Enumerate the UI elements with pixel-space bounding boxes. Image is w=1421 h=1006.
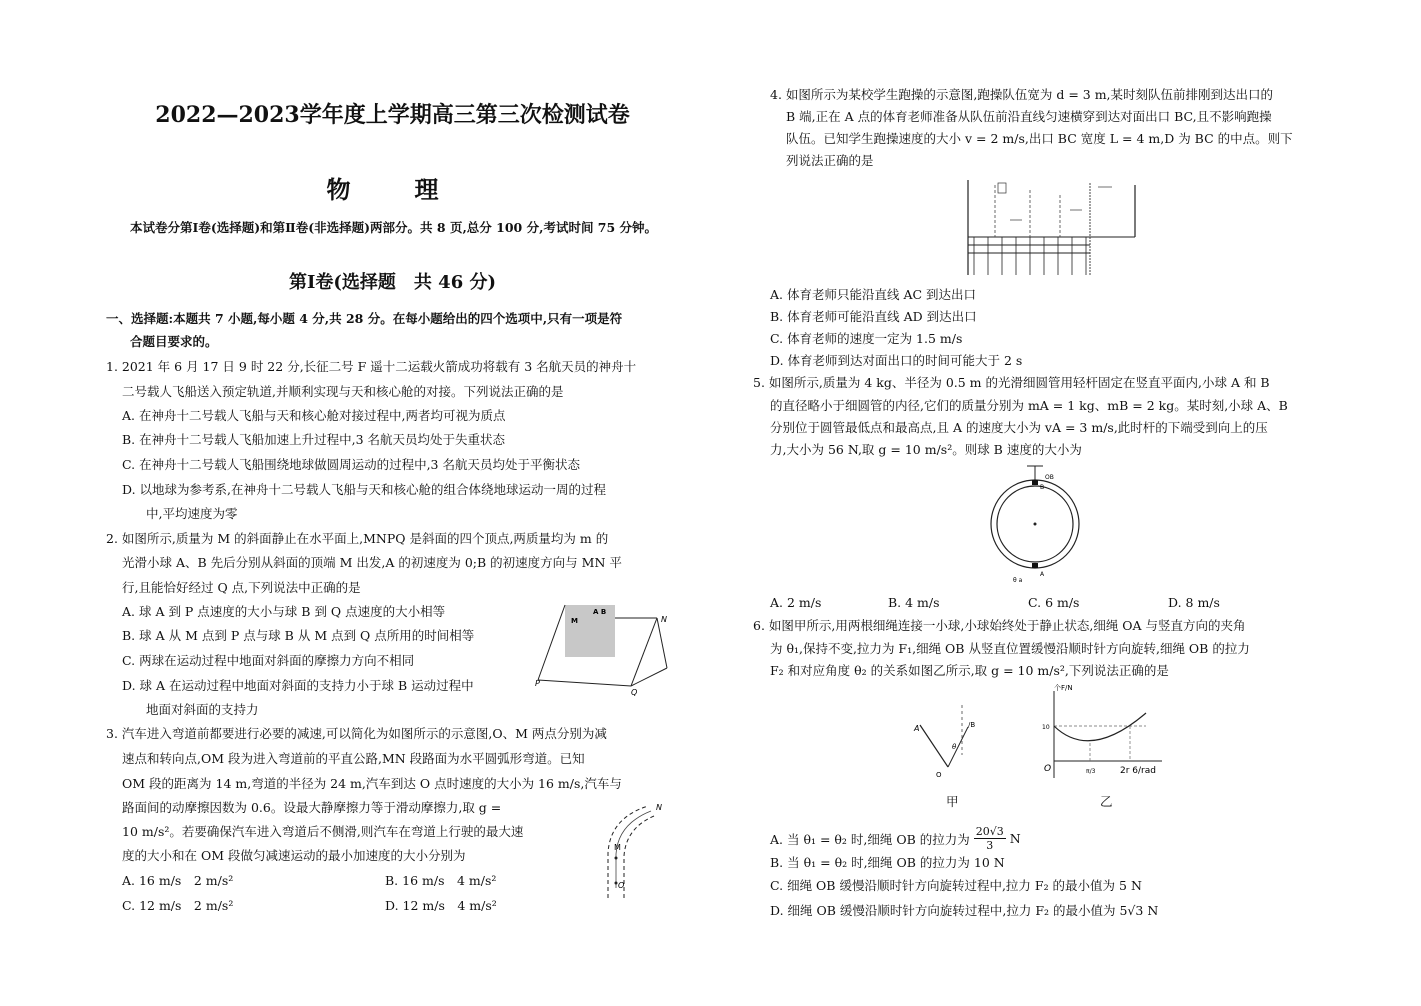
q3-option-a[interactable]: A. 16 m/s 2 m/s² (122, 873, 234, 888)
q2-stem-line2: 光滑小球 A、B 先后分别从斜面的顶端 M 出发,A 的初速度为 0;B 的初速度方向与 MN 平 (122, 555, 622, 570)
road-point-m (615, 857, 618, 860)
ring-figure (985, 462, 1085, 587)
q2-stem-line3: 行,且能恰好经过 Q 点,下列说法中正确的是 (122, 580, 361, 595)
road-centerline (616, 811, 651, 888)
ball-b (1032, 480, 1038, 485)
q3-stem-line2: 速点和转向点,OM 段为进入弯道前的平直公路,MN 段路面为水平圆弧形弯道。已知 (122, 751, 585, 766)
rope-label-theta: θ (952, 743, 957, 751)
incline-label-m: M (571, 617, 578, 625)
incline-label-n: N (661, 615, 667, 624)
q5-option-c[interactable]: C. 6 m/s (1028, 595, 1080, 610)
section-heading (106, 307, 678, 353)
incline-shaded-face (565, 605, 615, 657)
graph-x-label: 2r 6/rad (1120, 766, 1156, 776)
road-figure (598, 798, 673, 908)
exam-title: 2022—2023学年度上学期高三第三次检测试卷 (155, 102, 630, 128)
graph-y-label: 个F/N (1054, 684, 1073, 692)
incline-label-q: Q (631, 688, 638, 697)
q6-stem-line3: F₂ 和对应角度 θ₂ 的关系如图乙所示,取 g = 10 m/s²,下列说法正确的是 (770, 663, 1169, 678)
graph-tick-pi3: π/3 (1086, 768, 1096, 775)
incline-back-edge (657, 618, 667, 668)
ring-label-b: B (1040, 484, 1045, 491)
graph-origin: O (1044, 764, 1052, 774)
q1-option-d-line1[interactable]: D. 以地球为参考系,在神舟十二号载人飞船与天和核心舱的组合体绕地球运动一周的过程 (122, 482, 606, 497)
q6-option-a-fraction (974, 825, 1006, 852)
subject-title: 物 理 (326, 175, 459, 204)
q3-stem-line3: OM 段的距离为 14 m,弯道的半径为 24 m,汽车到达 O 点时速度的大小为 16 m/s,汽车与 (122, 776, 622, 791)
q6-option-c[interactable]: C. 细绳 OB 缓慢沿顺时针方向旋转过程中,拉力 F₂ 的最小值为 5 N (770, 878, 1142, 893)
q2-option-d-line2: 地面对斜面的支持力 (146, 702, 259, 717)
q5-option-d[interactable]: D. 8 m/s (1168, 595, 1220, 610)
road-label-n: N (656, 803, 662, 812)
symbol-box (998, 183, 1006, 193)
q1-option-a[interactable]: A. 在神舟十二号载人飞船与天和核心舱对接过程中,两者均可视为质点 (122, 408, 506, 423)
q5-stem-line2: 的直径略小于细圆管的内径,它们的质量分别为 mA = 1 kg、mB = 2 kg。某时刻,小球 A、B (770, 398, 1288, 413)
incline-label-ab: A B (593, 608, 607, 616)
road-label-o: O (618, 881, 625, 890)
rope-oa (920, 725, 948, 767)
q2-stem-line1: 2. 如图所示,质量为 M 的斜面静止在水平面上,MNPQ 是斜面的四个顶点,两质量均为 m 的 (106, 531, 609, 546)
incline-label-p: P (535, 679, 540, 688)
q1-option-c[interactable]: C. 在神舟十二号载人飞船围绕地球做圆周运动的过程中,3 名航天员均处于平衡状态 (122, 457, 580, 472)
q2-option-b[interactable]: B. 球 A 从 M 点到 P 点与球 B 从 M 点到 Q 点所用的时间相等 (122, 628, 475, 643)
q3-stem-line5: 10 m/s²。若要确保汽车进入弯道后不侧滑,则汽车在弯道上行驶的最大速 (122, 824, 524, 839)
ring-label-a: A (1040, 571, 1045, 578)
graph-tick-10: 10 (1042, 724, 1050, 731)
q1-stem-line1: 1. 2021 年 6 月 17 日 9 时 22 分,长征二号 F 遥十二运载火箭成功将载有 3 名航天员的神舟十 (106, 359, 637, 374)
fraction-numerator: 20√3 (975, 825, 1004, 838)
ball-a (1032, 563, 1038, 568)
q5-option-b[interactable]: B. 4 m/s (888, 595, 940, 610)
q6-option-a[interactable] (770, 825, 1021, 852)
rope-label-a: A (914, 724, 920, 733)
incline-edge-pq (538, 680, 631, 686)
figure-caption-yi: 乙 (1100, 794, 1113, 809)
part1-title: 第Ⅰ卷(选择题 共 46 分) (288, 272, 497, 293)
section-heading-line1: 一、选择题:本题共 7 小题,每小题 4 分,共 28 分。在每小题给出的四个选项中,只有一项是符 (106, 311, 623, 326)
q4-option-c[interactable]: C. 体育老师的速度一定为 1.5 m/s (770, 331, 963, 346)
incline-edge-mp (538, 605, 565, 680)
q4-option-b[interactable]: B. 体育老师可能沿直线 AD 到达出口 (770, 309, 977, 324)
q6-stem-line2: 为 θ₁,保持不变,拉力为 F₁,细绳 OB 从竖直位置缓慢沿顺时针方向旋转,细绳 OB 的拉力 (770, 641, 1250, 656)
q4-option-d[interactable]: D. 体育老师到达对面出口的时间可能大于 2 s (770, 353, 1023, 368)
q4-stem-line2: B 端,正在 A 点的体育老师准备从队伍前沿直线匀速横穿到达对面出口 BC,且不影响跑操 (786, 109, 1272, 124)
incline-figure (535, 600, 685, 700)
incline-edge-qn (631, 618, 657, 686)
ring-center (1034, 523, 1037, 526)
q5-option-a[interactable]: A. 2 m/s (770, 595, 822, 610)
q6-option-a-text: A. 当 θ₁ = θ₂ 时,细绳 OB 的拉力为 (770, 831, 970, 847)
q1-stem-line2: 二号载人飞船送入预定轨道,并顺利实现与天和核心舱的对接。下列说法正确的是 (122, 384, 564, 399)
q4-stem-line4: 列说法正确的是 (786, 153, 874, 168)
figure-caption-jia: 甲 (946, 794, 959, 809)
q6-option-a-unit: N (1009, 831, 1021, 846)
q4-stem-line3: 队伍。已知学生跑操速度的大小 v = 2 m/s,出口 BC 宽度 L = 4 m,D 为 BC 的中点。则下 (786, 131, 1293, 146)
q6-stem-line1: 6. 如图甲所示,用两根细绳连接一小球,小球始终处于静止状态,细绳 OA 与竖直方向的夹角 (753, 618, 1246, 633)
q6-option-b[interactable]: B. 当 θ₁ = θ₂ 时,细绳 OB 的拉力为 10 N (770, 855, 1005, 870)
ring-label-bottom: θ a (1013, 577, 1023, 584)
q1-option-d-line2: 中,平均速度为零 (146, 506, 238, 521)
q4-stem-line1: 4. 如图所示为某校学生跑操的示意图,跑操队伍宽为 d = 3 m,某时刻队伍前排刚到达出口的 (770, 87, 1274, 102)
force-angle-graph (1040, 683, 1170, 788)
q3-option-d[interactable]: D. 12 m/s 4 m/s² (385, 898, 497, 913)
rope-figure-jia (910, 685, 990, 785)
q3-option-c[interactable]: C. 12 m/s 2 m/s² (122, 898, 234, 913)
running-formation-figure (940, 175, 1145, 280)
q5-stem-line1: 5. 如图所示,质量为 4 kg、半径为 0.5 m 的光滑细圆管用轻杆固定在竖直平面内,小球 A 和 B (753, 375, 1270, 390)
road-point-o (615, 882, 618, 885)
rope-label-b: /B (968, 721, 976, 729)
q4-option-a[interactable]: A. 体育老师只能沿直线 AC 到达出口 (770, 287, 977, 302)
q5-stem-line4: 力,大小为 56 N,取 g = 10 m/s²。则球 B 速度的大小为 (770, 442, 1082, 457)
q6-option-d[interactable]: D. 细绳 OB 缓慢沿顺时针方向旋转过程中,拉力 F₂ 的最小值为 5√3 N (770, 903, 1159, 918)
rope-label-o: O (936, 771, 942, 779)
q3-option-b[interactable]: B. 16 m/s 4 m/s² (385, 873, 497, 888)
graph-curve (1054, 713, 1146, 741)
q2-option-d-line1[interactable]: D. 球 A 在运动过程中地面对斜面的支持力小于球 B 运动过程中 (122, 678, 474, 693)
q2-option-c[interactable]: C. 两球在运动过程中地面对斜面的摩擦力方向不相同 (122, 653, 415, 668)
q2-option-a[interactable]: A. 球 A 到 P 点速度的大小与球 B 到 Q 点速度的大小相等 (122, 604, 446, 619)
exam-intro: 本试卷分第Ⅰ卷(选择题)和第Ⅱ卷(非选择题)两部分。共 8 页,总分 100 分,考试时间 75 分钟。 (130, 220, 658, 235)
q1-option-b[interactable]: B. 在神舟十二号载人飞船加速上升过程中,3 名航天员均处于失重状态 (122, 432, 506, 447)
q3-stem-line4: 路面间的动摩擦因数为 0.6。设最大静摩擦力等于滑动摩擦力,取 g = (122, 800, 502, 815)
q5-stem-line3: 分别位于圆管最低点和最高点,且 A 的速度大小为 vA = 3 m/s,此时杆的下端受到向上的压 (770, 420, 1268, 435)
road-left-edge (608, 806, 648, 898)
rope-ob (948, 727, 968, 767)
road-right-edge (624, 816, 654, 898)
section-heading-line2: 合题目要求的。 (130, 334, 218, 349)
ring-label-top: OB (1045, 474, 1054, 481)
road-label-m: M (614, 843, 621, 852)
q3-stem-line6: 度的大小和在 OM 段做匀减速运动的最小加速度的大小分别为 (122, 848, 466, 863)
fraction-denominator: 3 (986, 839, 994, 852)
q3-stem-line1: 3. 汽车进入弯道前都要进行必要的减速,可以简化为如图所示的示意图,O、M 两点分别为减 (106, 726, 607, 741)
